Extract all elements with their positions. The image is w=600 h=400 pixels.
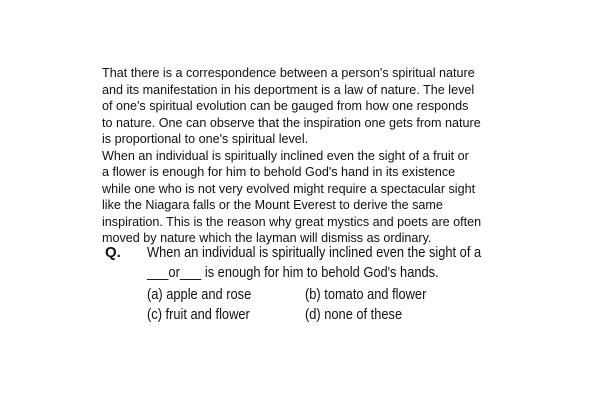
passage-line: When an individual is spiritually inclined even the sight of a fruit or [102, 148, 469, 163]
option-a: (a) apple and rose [147, 287, 252, 303]
passage-line: to nature. One can observe that the inspiration one gets from nature [102, 115, 481, 130]
passage-line: a flower is enough for him to behold God's hand in its existence [102, 165, 456, 179]
passage [102, 65, 502, 247]
option-d: (d) none of these [305, 307, 403, 323]
passage-line: moved by nature which the layman will dismiss as ordinary. [102, 231, 432, 245]
passage-line: while one who is not very evolved might require a spectacular sight [102, 181, 476, 196]
question-stem-line: ___or___ is enough for him to behold God's hands. [147, 265, 439, 281]
passage-paragraph-1 [102, 65, 502, 148]
passage-line: is proportional to one's spiritual level. [102, 132, 309, 146]
passage-line: inspiration. This is the reason why great mystics and poets are often [102, 214, 482, 229]
passage-line: and its manifestation in his deportment is a law of nature. The level [102, 82, 475, 97]
passage-line: like the Niagara falls or the Mount Everest to derive the same [102, 198, 443, 212]
question-stem [147, 243, 481, 283]
passage-line: of one's spiritual evolution can be gauged from how one responds [102, 99, 469, 113]
option-c: (c) fruit and flower [147, 307, 250, 323]
question-label: Q. [105, 244, 121, 261]
option-b: (b) tomato and flower [305, 287, 427, 303]
passage-paragraph-2 [102, 148, 502, 247]
passage-line: That there is a correspondence between a person's spiritual nature [102, 66, 475, 80]
question-stem-line: When an individual is spiritually inclined even the sight of a [147, 245, 482, 261]
